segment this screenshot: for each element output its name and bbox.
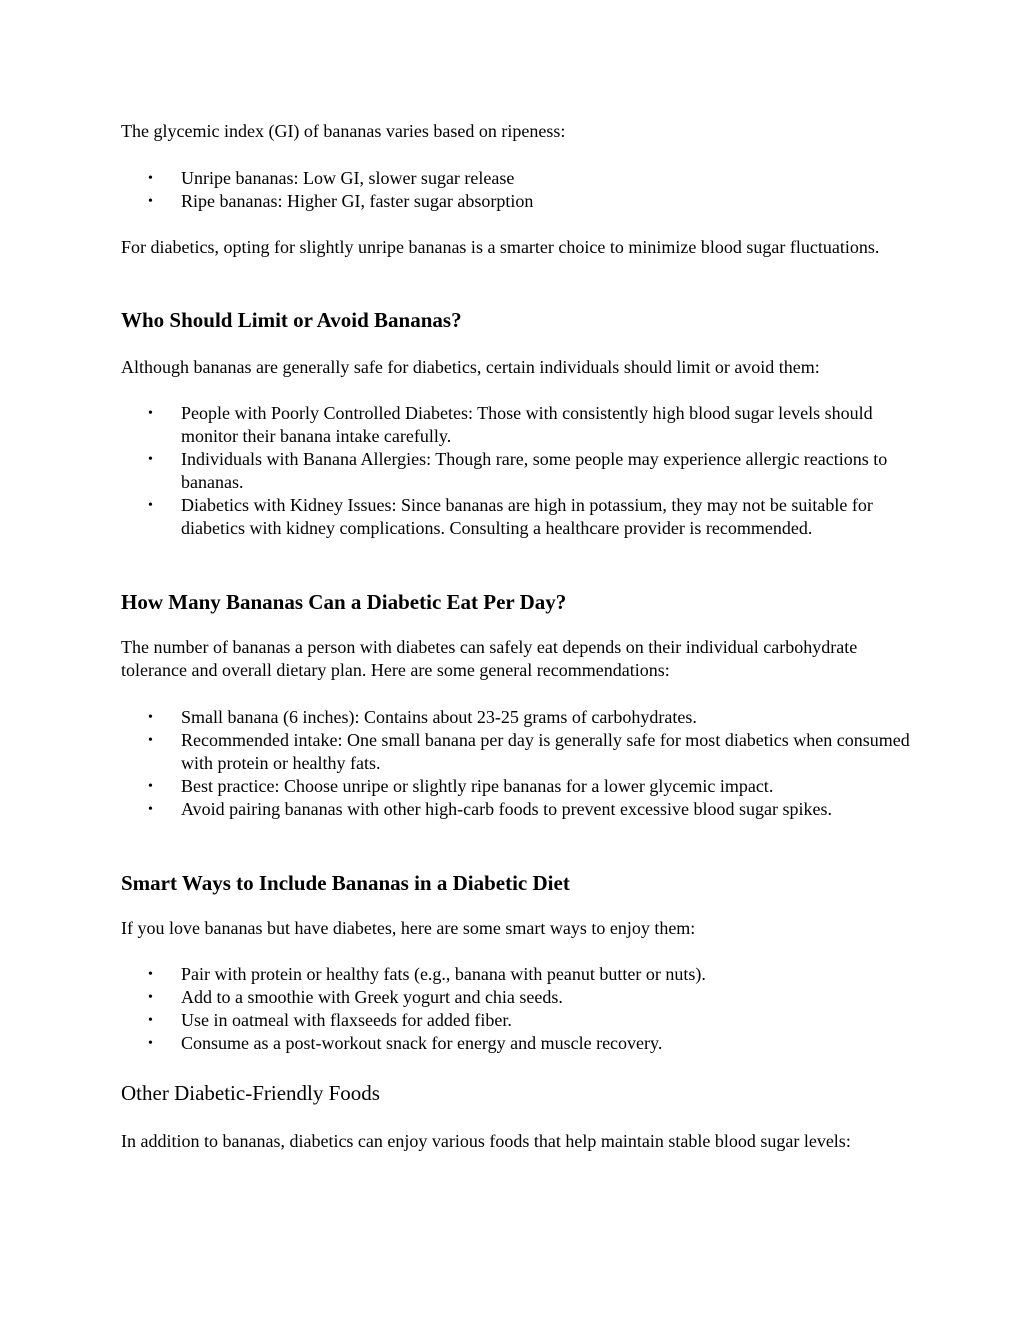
bullet-icon: •: [148, 194, 153, 209]
bullet-icon: •: [148, 1013, 153, 1028]
list-item: • Avoid pairing bananas with other high-carb foods to prevent excessive blood sugar spikes.: [148, 799, 833, 819]
section-heading-quantity: How Many Bananas Can a Diabetic Eat Per Day?: [121, 590, 567, 614]
other-foods-paragraph: In addition to bananas, diabetics can enjoy various foods that help maintain stable blood sugar levels:: [121, 1131, 851, 1151]
list-item: • Best practice: Choose unripe or slightly ripe bananas for a lower glycemic impact.: [148, 776, 774, 796]
bullet-icon: •: [148, 171, 153, 186]
ripeness-list: [121, 167, 911, 213]
section-heading-smart-ways: Smart Ways to Include Bananas in a Diabetic Diet: [121, 871, 570, 895]
bullet-icon: •: [148, 498, 153, 513]
smart-ways-list: [121, 963, 911, 1055]
list-item: • Use in oatmeal with flaxseeds for added fiber.: [148, 1010, 512, 1030]
list-item: • Recommended intake: One small banana per day is generally safe for most diabetics when consumed with protein or healthy fats.: [148, 730, 910, 773]
bullet-icon: •: [148, 967, 153, 982]
limit-paragraph: Although bananas are generally safe for diabetics, certain individuals should limit or avoid them:: [121, 357, 820, 377]
smart-ways-paragraph: If you love bananas but have diabetes, here are some smart ways to enjoy them:: [121, 918, 696, 938]
bullet-icon: •: [148, 802, 153, 817]
section-heading-other-foods: Other Diabetic-Friendly Foods: [121, 1081, 380, 1105]
intro-paragraph: The glycemic index (GI) of bananas varies based on ripeness:: [121, 121, 566, 141]
bullet-icon: •: [148, 990, 153, 1005]
list-item: • Add to a smoothie with Greek yogurt and chia seeds.: [148, 987, 563, 1007]
list-item: • Pair with protein or healthy fats (e.g., banana with peanut butter or nuts).: [148, 964, 706, 984]
list-item: • Ripe bananas: Higher GI, faster sugar absorption: [148, 191, 534, 211]
intro-closing-paragraph: For diabetics, opting for slightly unripe bananas is a smarter choice to minimize blood sugar fluctuations.: [121, 237, 880, 257]
list-item: • Unripe bananas: Low GI, slower sugar release: [148, 168, 515, 188]
section-heading-limit: Who Should Limit or Avoid Bananas?: [121, 308, 462, 332]
quantity-paragraph: The number of bananas a person with diabetes can safely eat depends on their individual carbohydrate tolerance and overall dietary plan. Here are some general recommendations:: [121, 637, 858, 680]
bullet-icon: •: [148, 406, 153, 421]
quantity-list: [121, 706, 911, 821]
list-item: • Small banana (6 inches): Contains about 23-25 grams of carbohydrates.: [148, 707, 697, 727]
bullet-icon: •: [148, 710, 153, 725]
list-item: • Consume as a post-workout snack for energy and muscle recovery.: [148, 1033, 663, 1053]
list-item: • Individuals with Banana Allergies: Though rare, some people may experience allergic reactions to bananas.: [148, 449, 888, 492]
limit-list: [121, 402, 911, 540]
bullet-icon: •: [148, 452, 153, 467]
list-item: • People with Poorly Controlled Diabetes: Those with consistently high blood sugar levels should monitor their banana intake carefully.: [148, 403, 873, 446]
bullet-icon: •: [148, 733, 153, 748]
list-item: • Diabetics with Kidney Issues: Since bananas are high in potassium, they may not be suitable for diabetics with kidney complications. Consulting a healthcare provider is recommended.: [148, 495, 873, 538]
bullet-icon: •: [148, 1036, 153, 1051]
bullet-icon: •: [148, 779, 153, 794]
